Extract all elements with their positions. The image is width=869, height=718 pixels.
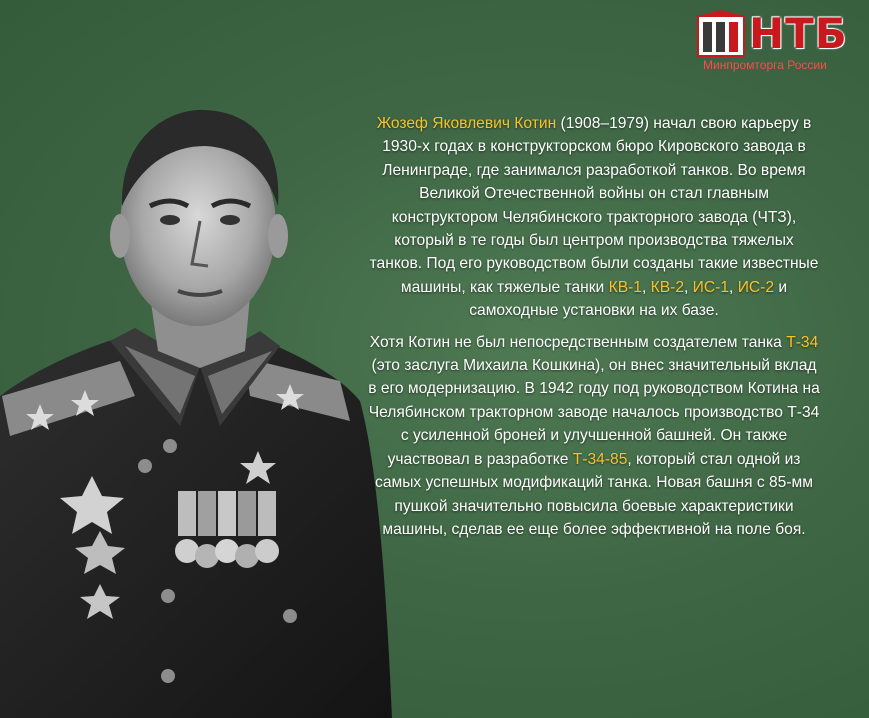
paragraph-early-career <box>368 112 820 323</box>
logo-letters: НТБ <box>749 9 848 58</box>
tank-is1: ИС-1 <box>692 278 730 296</box>
separator: , <box>729 278 738 296</box>
biography-text <box>368 112 820 541</box>
paragraph1-text-2: и самоходные установки на их базе. <box>469 278 788 320</box>
portrait-photo <box>0 96 392 718</box>
ntb-logo <box>697 8 863 74</box>
logo-caption: Минпромторга России <box>703 58 827 72</box>
separator: , <box>641 278 651 296</box>
building-logo-icon <box>697 10 745 58</box>
person-name: Жозеф Яковлевич Котин <box>376 115 557 132</box>
paragraph-t34 <box>368 331 820 542</box>
tank-t34-85: Т-34-85 <box>572 450 628 468</box>
separator: , <box>684 278 693 296</box>
tank-is2: ИС-2 <box>737 278 775 296</box>
paragraph2-text-1: Хотя Котин не был непосредственным создателем танка <box>369 333 787 351</box>
tank-kv1: КВ-1 <box>608 278 642 296</box>
paragraph2-text-2: (это заслуга Михаила Кошкина), он внес значительный вклад в его модернизацию. В 1942 году под руководством Котина на Челябинском тракторном заводе началось производство Т-34 с усиленной броней и улучшенной башней. Он также участвовал в разработке <box>368 357 820 468</box>
paragraph2-text-3: , который стал одной из самых успешных модификаций танка. Новая башня с 85-мм пушкой значительно повысила боевые характеристики машины, сделав ее еще более эффективной на поле боя. <box>375 450 813 538</box>
tank-t34: Т-34 <box>786 333 819 351</box>
tank-kv2: КВ-2 <box>650 278 684 296</box>
paragraph1-text-1: (1908–1979) начал свою карьеру в 1930-х годах в конструкторском бюро Кировского завода в Ленинграде, где занимался разработкой танков. Во время Великой Отечественной войны он стал главным конструктором Челябинского тракторного завода (ЧТЗ), который в те годы был центром производства тяжелых танков. Под его руководством были созданы такие известные машины, как тяжелые танки <box>369 115 819 296</box>
